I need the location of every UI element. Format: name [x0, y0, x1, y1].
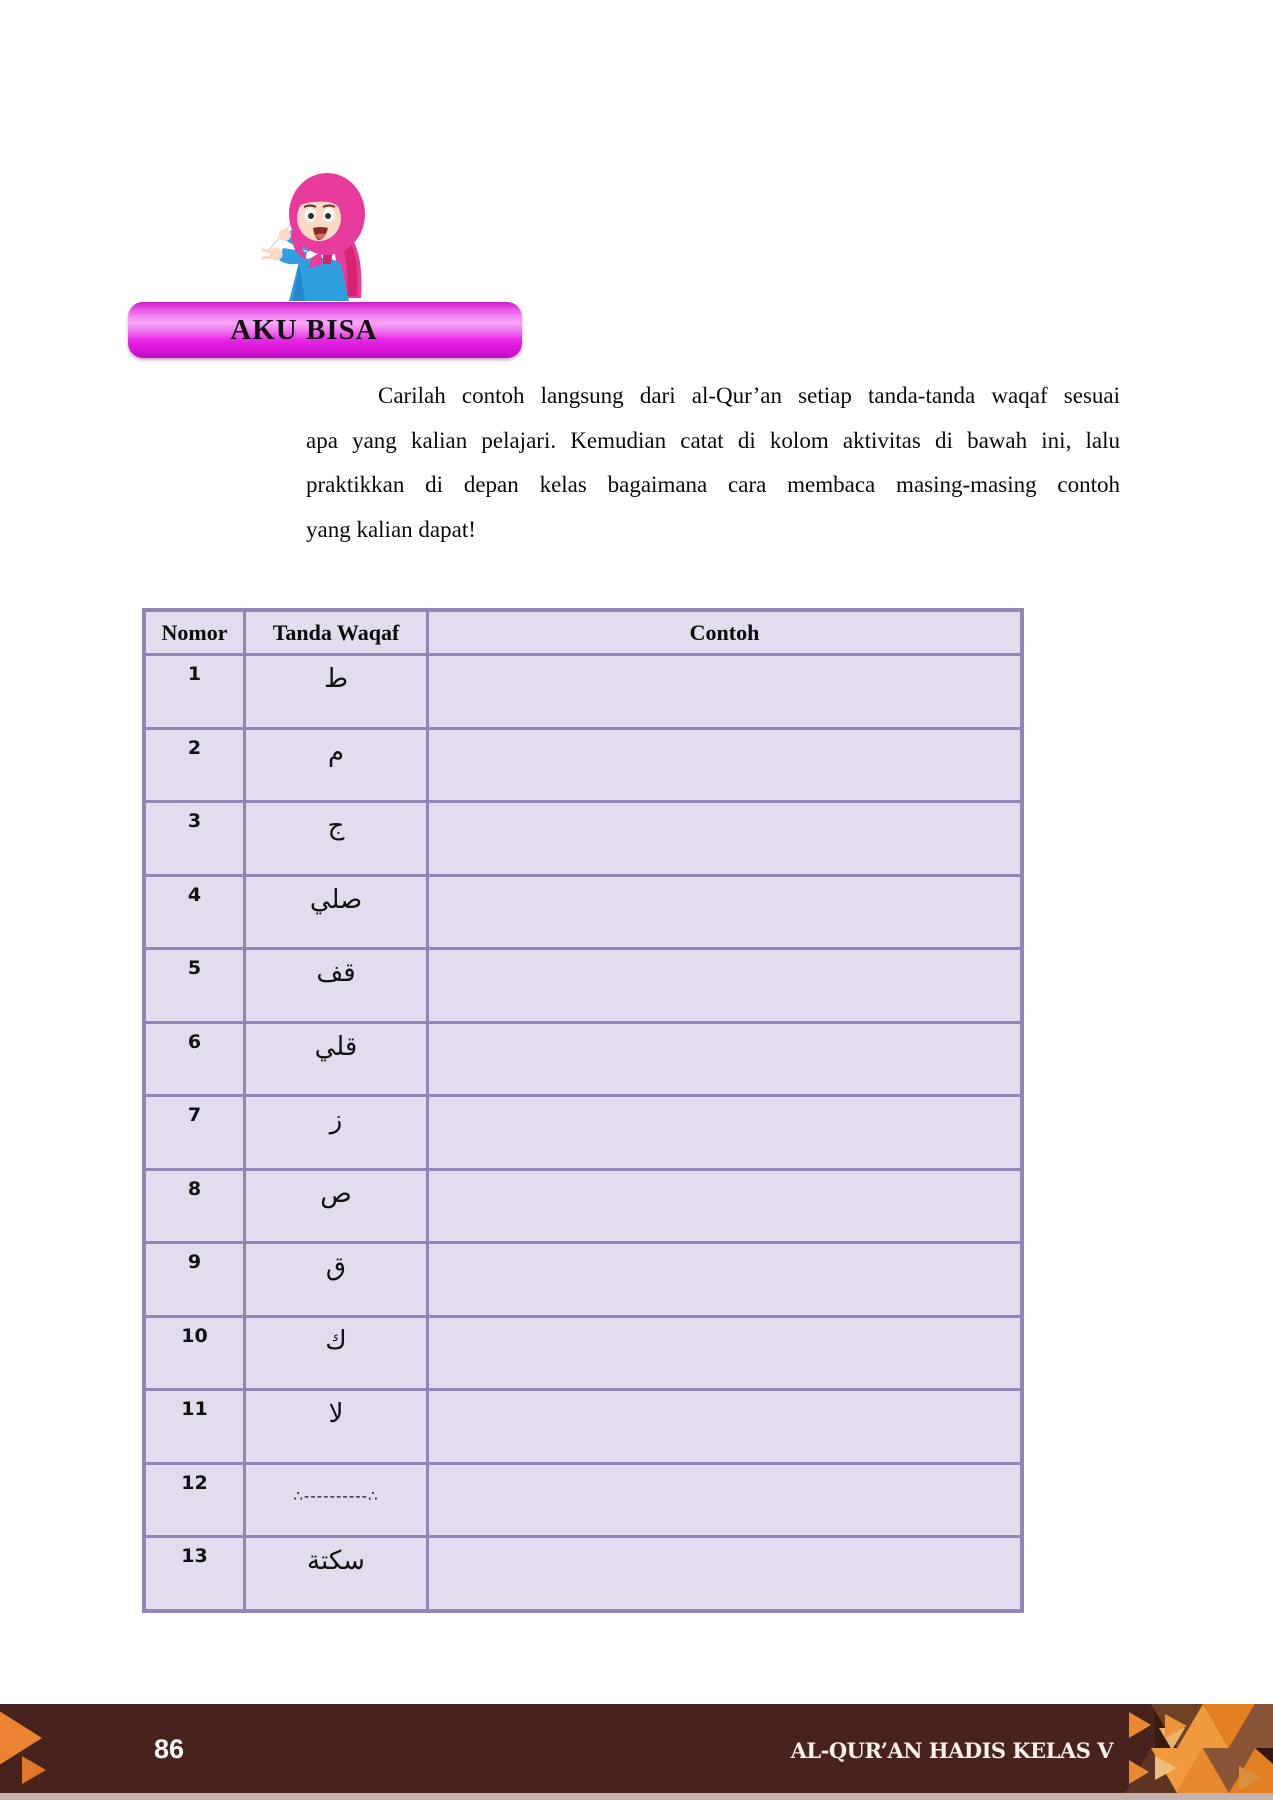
contoh-cell [429, 1024, 1020, 1095]
tanda-waqaf-cell: م [246, 730, 426, 801]
contoh-cell [429, 730, 1020, 801]
paragraph-line: praktikkan di depan kelas bagaimana cara membaca masing-masing contoh [306, 472, 1120, 497]
tanda-waqaf-cell: ج [246, 803, 426, 874]
nomor-cell: 1 [146, 656, 243, 727]
contoh-cell [429, 803, 1020, 874]
page-number: 86 [154, 1734, 185, 1764]
hijab-girl-illustration [249, 170, 385, 303]
contoh-cell [429, 877, 1020, 948]
nomor-cell: 10 [146, 1318, 243, 1389]
banner-title: AKU BISA [230, 313, 378, 346]
nomor-cell: 6 [146, 1024, 243, 1095]
tanda-waqaf-cell: ط [246, 656, 426, 727]
tanda-waqaf-cell: ك [246, 1318, 426, 1389]
nomor-cell: 2 [146, 730, 243, 801]
contoh-cell [429, 1171, 1020, 1242]
tanda-waqaf-cell: ص [246, 1171, 426, 1242]
tanda-waqaf-cell: لا [246, 1391, 426, 1462]
footer-left-triangles-icon [0, 1704, 60, 1793]
nomor-cell: 13 [146, 1538, 243, 1609]
paragraph-line: apa yang kalian pelajari. Kemudian catat di kolom aktivitas di bawah ini, lalu [306, 427, 1120, 453]
contoh-cell [429, 1538, 1020, 1609]
tanda-waqaf-cell: قف [246, 950, 426, 1021]
footer-bottom-strip [0, 1793, 1273, 1800]
tanda-waqaf-cell: ∴----------∴ [246, 1465, 426, 1536]
tanda-waqaf-cell: ق [246, 1244, 426, 1315]
instruction-paragraph [306, 374, 1120, 552]
aku-bisa-banner [128, 302, 522, 358]
nomor-cell: 9 [146, 1244, 243, 1315]
table-header-contoh: Contoh [429, 612, 1020, 653]
contoh-cell [429, 1318, 1020, 1389]
nomor-cell: 5 [146, 950, 243, 1021]
contoh-cell [429, 1097, 1020, 1168]
contoh-cell [429, 950, 1020, 1021]
tanda-waqaf-cell: سكتة [246, 1538, 426, 1609]
nomor-cell: 3 [146, 803, 243, 874]
tanda-waqaf-cell: قلي [246, 1024, 426, 1095]
table-header-tanda-waqaf: Tanda Waqaf [246, 612, 426, 653]
waqaf-table [142, 608, 1024, 1613]
nomor-cell: 12 [146, 1465, 243, 1536]
nomor-cell: 11 [146, 1391, 243, 1462]
contoh-cell [429, 1465, 1020, 1536]
table-header-nomor: Nomor [146, 612, 243, 653]
nomor-cell: 4 [146, 877, 243, 948]
nomor-cell: 8 [146, 1171, 243, 1242]
tanda-waqaf-cell: ز [246, 1097, 426, 1168]
contoh-cell [429, 1391, 1020, 1462]
book-title: AL-QUR’AN HADIS KELAS V [790, 1738, 1113, 1763]
contoh-cell [429, 1244, 1020, 1315]
nomor-cell: 7 [146, 1097, 243, 1168]
contoh-cell [429, 656, 1020, 727]
paragraph-line: Carilah contoh langsung dari al-Qur’an setiap tanda-tanda waqaf sesuai [378, 383, 1120, 408]
paragraph-line: yang kalian dapat! [306, 516, 476, 542]
tanda-waqaf-cell: صلي [246, 877, 426, 948]
footer-right-mosaic-icon [1121, 1704, 1273, 1793]
